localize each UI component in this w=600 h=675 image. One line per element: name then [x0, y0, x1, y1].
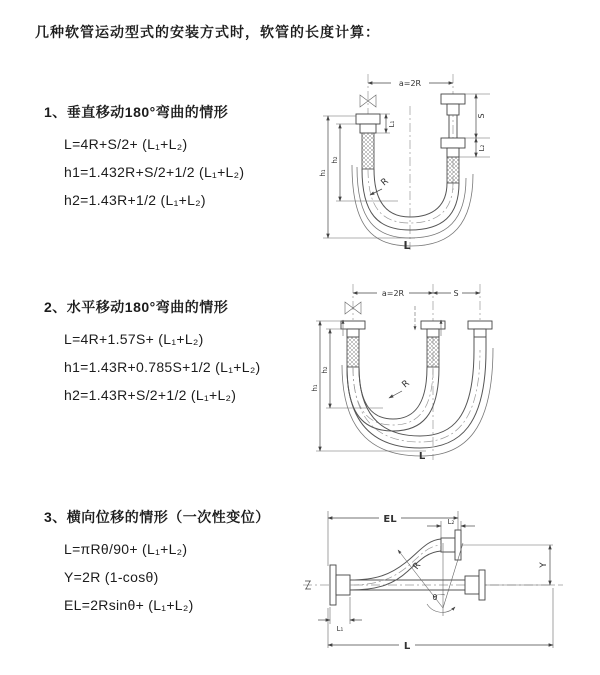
braided-hose-section — [447, 157, 459, 183]
flange-fitting — [427, 329, 439, 337]
extension-lines — [328, 588, 553, 648]
hose-wall — [362, 169, 459, 230]
flange-plate — [330, 565, 336, 605]
dim-label-s: S — [477, 113, 486, 119]
braided-hose-section — [362, 133, 374, 169]
formula-line: Y=2R (1-cosθ) — [64, 569, 159, 585]
flange-fitting — [441, 94, 465, 104]
section-lateral-displacement — [44, 507, 270, 619]
diagram-vertical-180-bend — [310, 68, 590, 258]
dim-label-l2: L₂ — [478, 144, 486, 152]
section-vertical-movement — [44, 102, 244, 214]
diagram-horizontal-180-bend — [308, 278, 588, 463]
flange-fitting — [474, 329, 486, 337]
flange-plate — [455, 530, 461, 560]
dim-label-a2r: a=2R — [398, 79, 422, 88]
flange-fitting — [421, 321, 445, 329]
radius-line — [443, 543, 463, 608]
dim-label-radius: R — [379, 176, 391, 189]
dim-label-s: S — [453, 289, 459, 298]
dim-label-theta: θ — [432, 593, 438, 602]
radius-leader — [389, 391, 402, 398]
dim-label-length: L — [403, 239, 411, 252]
section-3-heading: 3、横向位移的情形（一次性变位） — [44, 509, 270, 525]
formula-line: h2=1.43R+S/2+1/2 (L₁+L₂) — [64, 387, 237, 403]
hose-centerline — [368, 169, 453, 223]
dim-label-l2: L₂ — [447, 518, 455, 526]
hose-wall — [359, 350, 474, 436]
page-title: 几种软管运动型式的安装方式时，软管的长度计算： — [35, 24, 380, 40]
pipe-walls — [474, 337, 486, 350]
flange-fitting — [341, 321, 365, 329]
dim-label-h1: h₁ — [311, 384, 319, 392]
hose-wall — [350, 539, 441, 580]
formula-line: L=πRθ/90+ (L₁+L₂) — [64, 541, 188, 557]
flange-fitting — [356, 114, 380, 124]
dim-label-el: EL — [383, 514, 397, 525]
dim-label-a2r: a=2R — [381, 289, 405, 298]
flange-fitting — [447, 104, 459, 115]
dim-label-h2: h₂ — [331, 156, 339, 164]
flange-fitting — [360, 124, 376, 133]
flange-fitting — [441, 138, 465, 148]
braided-hose-section — [347, 337, 359, 367]
formula-line: L=4R+1.57S+ (L₁+L₂) — [64, 331, 204, 347]
dim-label-l1: L₁ — [388, 120, 396, 128]
section-horizontal-movement — [44, 297, 261, 409]
formula-line: h1=1.43R+0.785S+1/2 (L₁+L₂) — [64, 359, 261, 375]
hose-wall — [374, 169, 447, 217]
diagram-lateral-displacement — [295, 498, 595, 653]
formula-line: h1=1.432R+S/2+1/2 (L₁+L₂) — [64, 164, 245, 180]
section-2-heading: 2、水平移动180°弯曲的情形 — [44, 299, 229, 315]
formula-line: L=4R+S/2+ (L₁+L₂) — [64, 136, 188, 152]
dim-label-radius: R — [411, 560, 424, 572]
pipe-stub — [465, 576, 479, 594]
dim-label-length: L — [403, 641, 411, 652]
dim-label-radius: R — [400, 378, 412, 391]
dim-label-l1: L₁ — [336, 625, 344, 633]
flange-fitting — [468, 321, 492, 329]
dim-label-length: L — [418, 451, 426, 462]
pipe-stub — [336, 575, 350, 595]
flange-plate — [479, 570, 485, 600]
formula-line: EL=2Rsinθ+ (L₁+L₂) — [64, 597, 194, 613]
dim-label-h1: h₁ — [319, 169, 327, 177]
flange-fitting — [447, 148, 459, 157]
hose-wall — [347, 350, 486, 448]
dim-label-y: Y — [539, 562, 549, 568]
braided-hose-section — [427, 337, 439, 367]
dim-label-h2: h₂ — [321, 366, 329, 374]
section-1-heading: 1、垂直移动180°弯曲的情形 — [44, 104, 229, 120]
hose-centerline — [353, 350, 480, 442]
formula-line: h2=1.43R+1/2 (L₁+L₂) — [64, 192, 206, 208]
flange-fitting — [347, 329, 359, 337]
